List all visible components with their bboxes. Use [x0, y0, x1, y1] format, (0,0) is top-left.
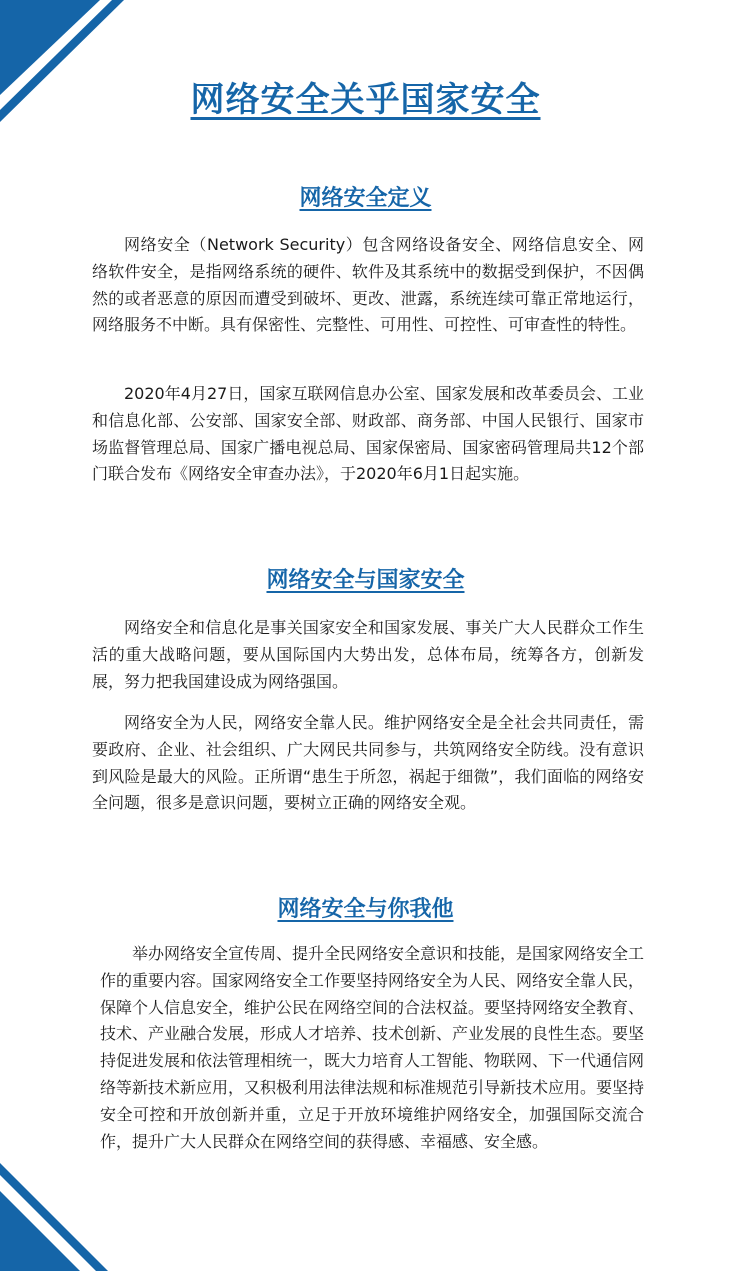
section-title-definition: 网络安全定义: [299, 186, 432, 211]
corner-decoration-bottom-left: [0, 1161, 110, 1271]
paragraph-you-me-him-1: 举办网络安全宣传周、提升全民网络安全意识和技能，是国家网络安全工作的重要内容。国家网络安全工作要坚持网络安全为人民、网络安全靠人民，保障个人信息安全，维护公民在网络空间的合法权益。要坚持网络安全教育、技术、产业融合发展，形成人才培养、技术创新、产业发展的良性生态。要坚持促进发展和依法管理相统一，既大力培育人工智能、物联网、下一代通信网络等新技术新应用，又积极利用法律法规和标准规范引导新技术应用。要坚持安全可控和开放创新并重，立足于开放环境维护网络安全，加强国际交流合作，提升广大人民群众在网络空间的获得感、幸福感、安全感。: [100, 944, 645, 1151]
paragraph-definition-1: 网络安全（Network Security）包含网络设备安全、网络信息安全、网络软件安全，是指网络系统的硬件、软件及其系统中的数据受到保护，不因偶然的或者恶意的原因而遭受到破坏、更改、泄露，系统连续可靠正常地运行，网络服务不中断。具有保密性、完整性、可用性、可控性、可审查性的特性。: [92, 235, 644, 335]
section-title-national-security: 网络安全与国家安全: [266, 568, 465, 593]
paragraph-national-security-2: 网络安全为人民，网络安全靠人民。维护网络安全是全社会共同责任，需要政府、企业、社会组织、广大网民共同参与，共筑网络安全防线。没有意识到风险是最大的风险。正所谓“患生于所忽，祸起于细微”，我们面临的网络安全问题，很多是意识问题，要树立正确的网络安全观。: [92, 713, 644, 813]
section-title-you-me-him: 网络安全与你我他: [277, 897, 454, 922]
paragraph-national-security-1: 网络安全和信息化是事关国家安全和国家发展、事关广大人民群众工作生活的重大战略问题，要从国际国内大势出发，总体布局，统筹各方，创新发展，努力把我国建设成为网络强国。: [92, 618, 644, 691]
page-title: 网络安全关乎国家安全: [190, 80, 541, 120]
paragraph-definition-2: 2020年4月27日，国家互联网信息办公室、国家发展和改革委员会、工业和信息化部、公安部、国家安全部、财政部、商务部、中国人民银行、国家市场监督管理总局、国家广播电视总局、国家保密局、国家密码管理局共12个部门联合发布《网络安全审查办法》，于2020年6月1日起实施。: [92, 384, 644, 484]
